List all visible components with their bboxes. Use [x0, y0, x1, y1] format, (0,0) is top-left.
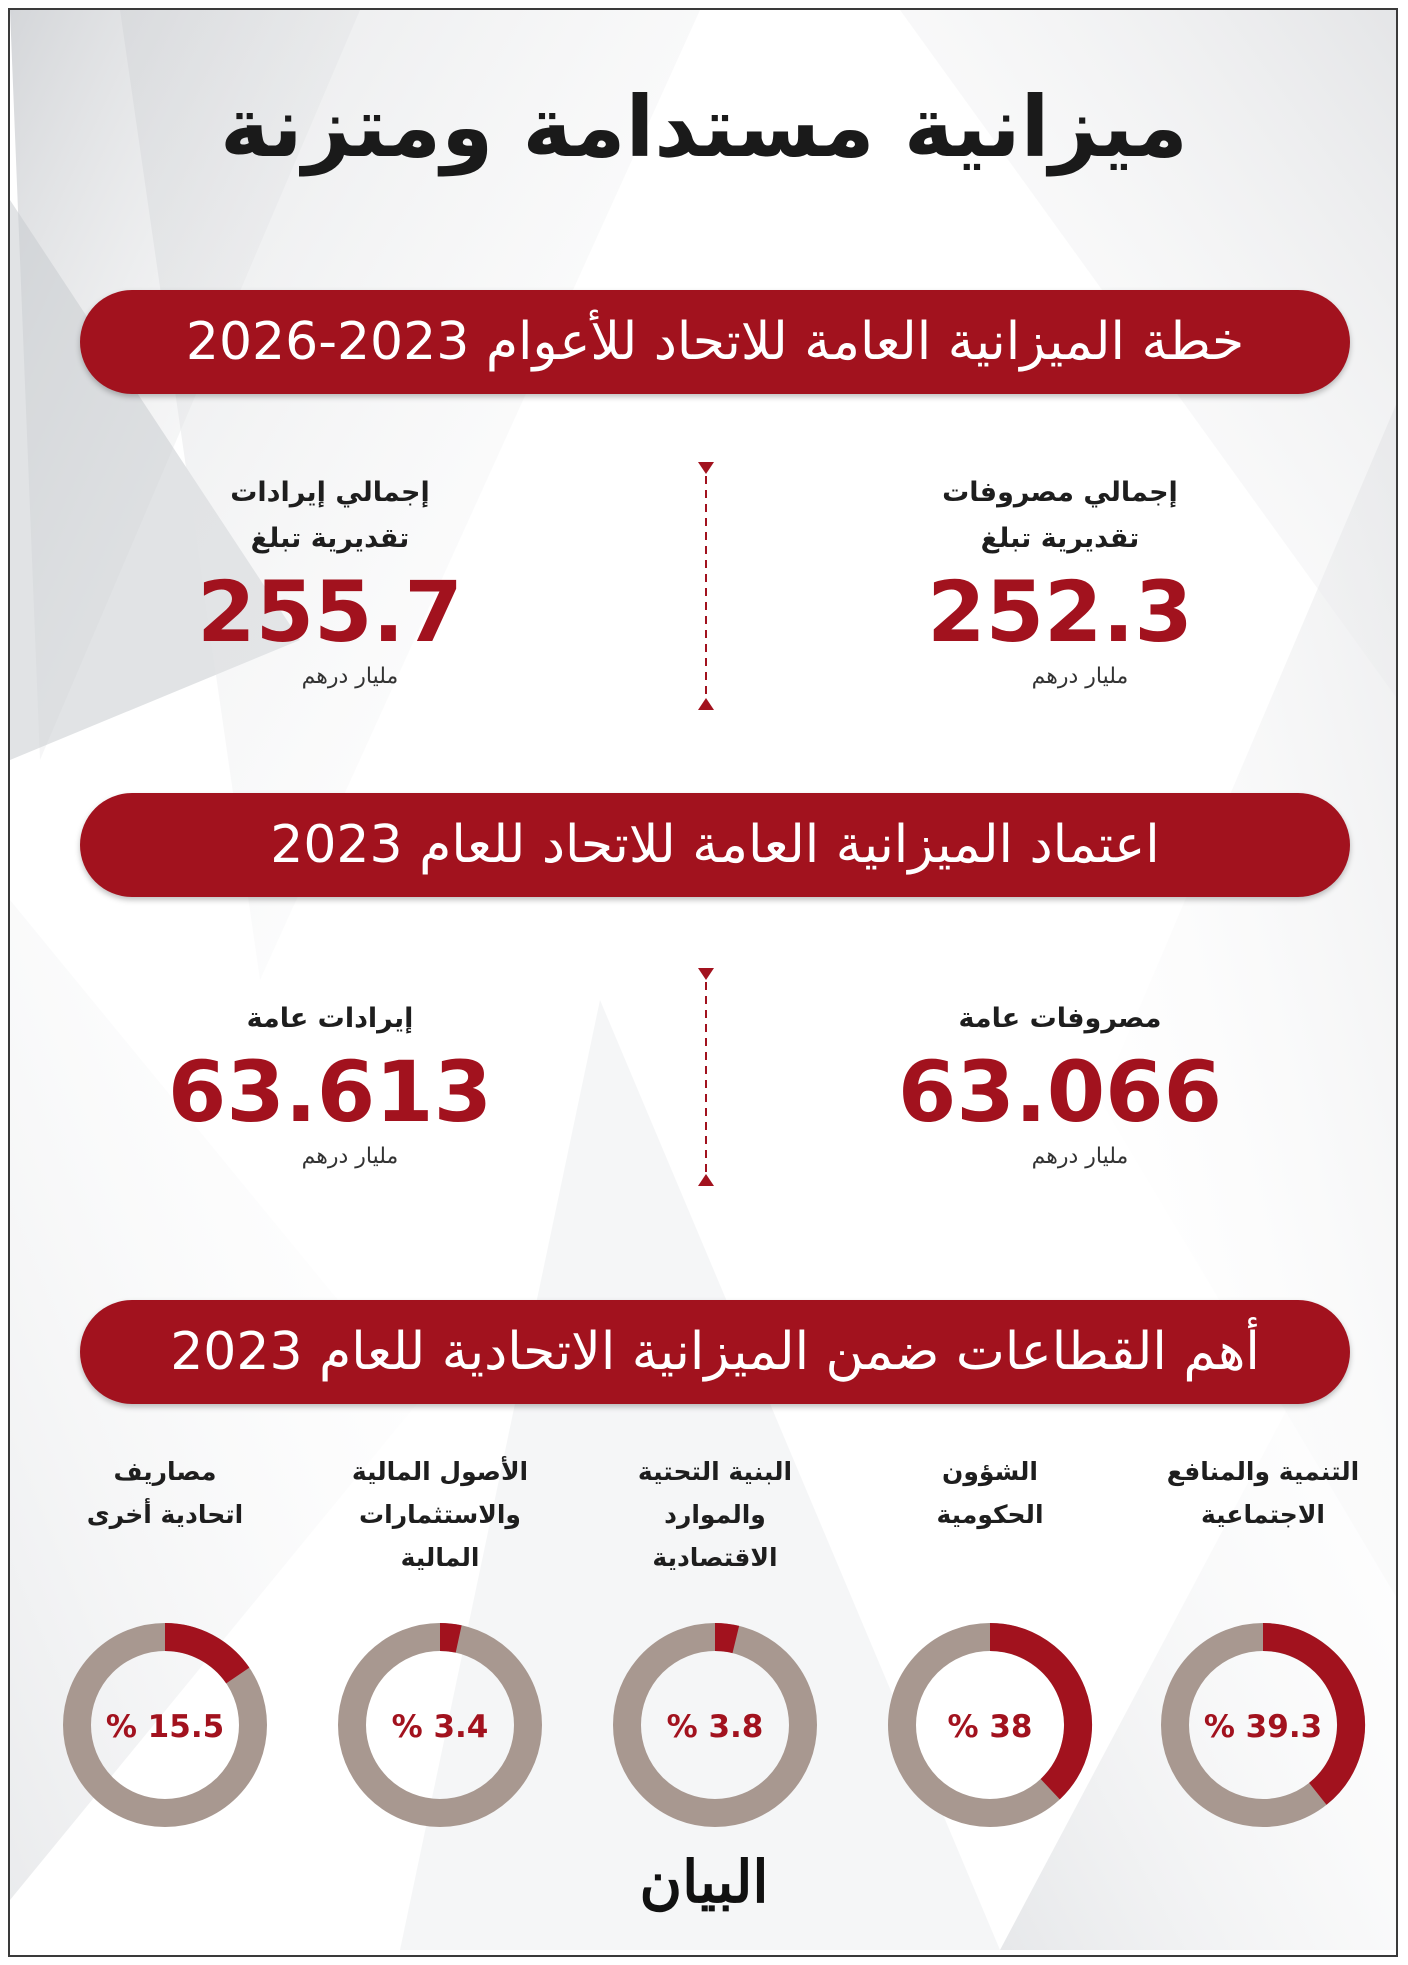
donut-value-label: % 3.4 — [391, 1709, 489, 1745]
sector-label — [330, 1450, 550, 1579]
stat-value: 63.066 — [897, 1043, 1223, 1141]
sector-label-line: الأصول المالية — [351, 1457, 529, 1486]
donut-share-arc — [715, 1637, 736, 1640]
sector-label-line: الاجتماعية — [1201, 1500, 1325, 1529]
donut-value-label: % 39.3 — [1203, 1709, 1323, 1745]
sector-label-line: مصاريف — [113, 1457, 217, 1486]
stat-public-expenses — [860, 996, 1260, 1172]
stat-unit: مليار درهم — [301, 1144, 399, 1169]
stat-label: تقديرية تبلغ — [980, 523, 1140, 554]
donut-share-arc — [165, 1637, 238, 1676]
donut-value-label: % 3.8 — [666, 1709, 764, 1745]
stat-value: 255.7 — [197, 563, 463, 661]
sector-label-line: الاقتصادية — [652, 1543, 778, 1572]
stat-label: مصروفات عامة — [958, 1003, 1162, 1034]
stat-unit: مليار درهم — [301, 664, 399, 689]
stat-label: إجمالي مصروفات — [942, 477, 1178, 508]
stat-unit: مليار درهم — [1031, 664, 1129, 689]
stat-label: إجمالي إيرادات — [230, 477, 430, 508]
sector-donut — [610, 1620, 820, 1830]
sector-donut — [335, 1620, 545, 1830]
sector-label-line: اتحادية أخرى — [86, 1500, 244, 1529]
page-title: ميزانية مستدامة ومتزنة — [220, 78, 1188, 176]
section-banner-sectors: أهم القطاعات ضمن الميزانية الاتحادية للعام 2023 — [80, 1300, 1350, 1404]
sector-label-line: الحكومية — [936, 1500, 1044, 1529]
stat-label: إيرادات عامة — [246, 1003, 414, 1034]
sector-label — [55, 1450, 275, 1536]
donut-share-arc — [440, 1637, 459, 1639]
sector-label — [880, 1450, 1100, 1536]
stat-value: 63.613 — [167, 1043, 493, 1141]
sector-donut — [885, 1620, 1095, 1830]
sector-label-line: المالية — [400, 1543, 480, 1572]
sector-label-line: والاستثمارات — [359, 1500, 521, 1529]
sector-label-line: والموارد — [664, 1500, 766, 1529]
sector-label — [605, 1450, 825, 1579]
donut-value-label: % 38 — [947, 1709, 1033, 1745]
donut-value-label: % 15.5 — [105, 1709, 225, 1745]
stat-label: تقديرية تبلغ — [250, 523, 410, 554]
section-banner-approval: اعتماد الميزانية العامة للاتحاد للعام 2023 — [80, 793, 1350, 897]
section-banner-plan: خطة الميزانية العامة للاتحاد للأعوام 2023-2026 — [80, 290, 1350, 394]
stat-unit: مليار درهم — [1031, 1144, 1129, 1169]
sector-donut — [60, 1620, 270, 1830]
sector-label-line: التنمية والمنافع — [1166, 1457, 1360, 1486]
sector-label — [1153, 1450, 1373, 1536]
stat-value: 252.3 — [927, 563, 1193, 661]
stat-total-revenues — [130, 470, 530, 692]
sector-label-line: البنية التحتية — [637, 1457, 793, 1486]
dashed-divider — [696, 460, 716, 712]
sector-donut — [1158, 1620, 1368, 1830]
albayan-logo: البيان — [639, 1848, 769, 1916]
sector-label-line: الشؤون — [942, 1457, 1038, 1486]
stat-public-revenues — [130, 996, 530, 1172]
dashed-divider — [696, 966, 716, 1188]
stat-total-expenses — [860, 470, 1260, 692]
